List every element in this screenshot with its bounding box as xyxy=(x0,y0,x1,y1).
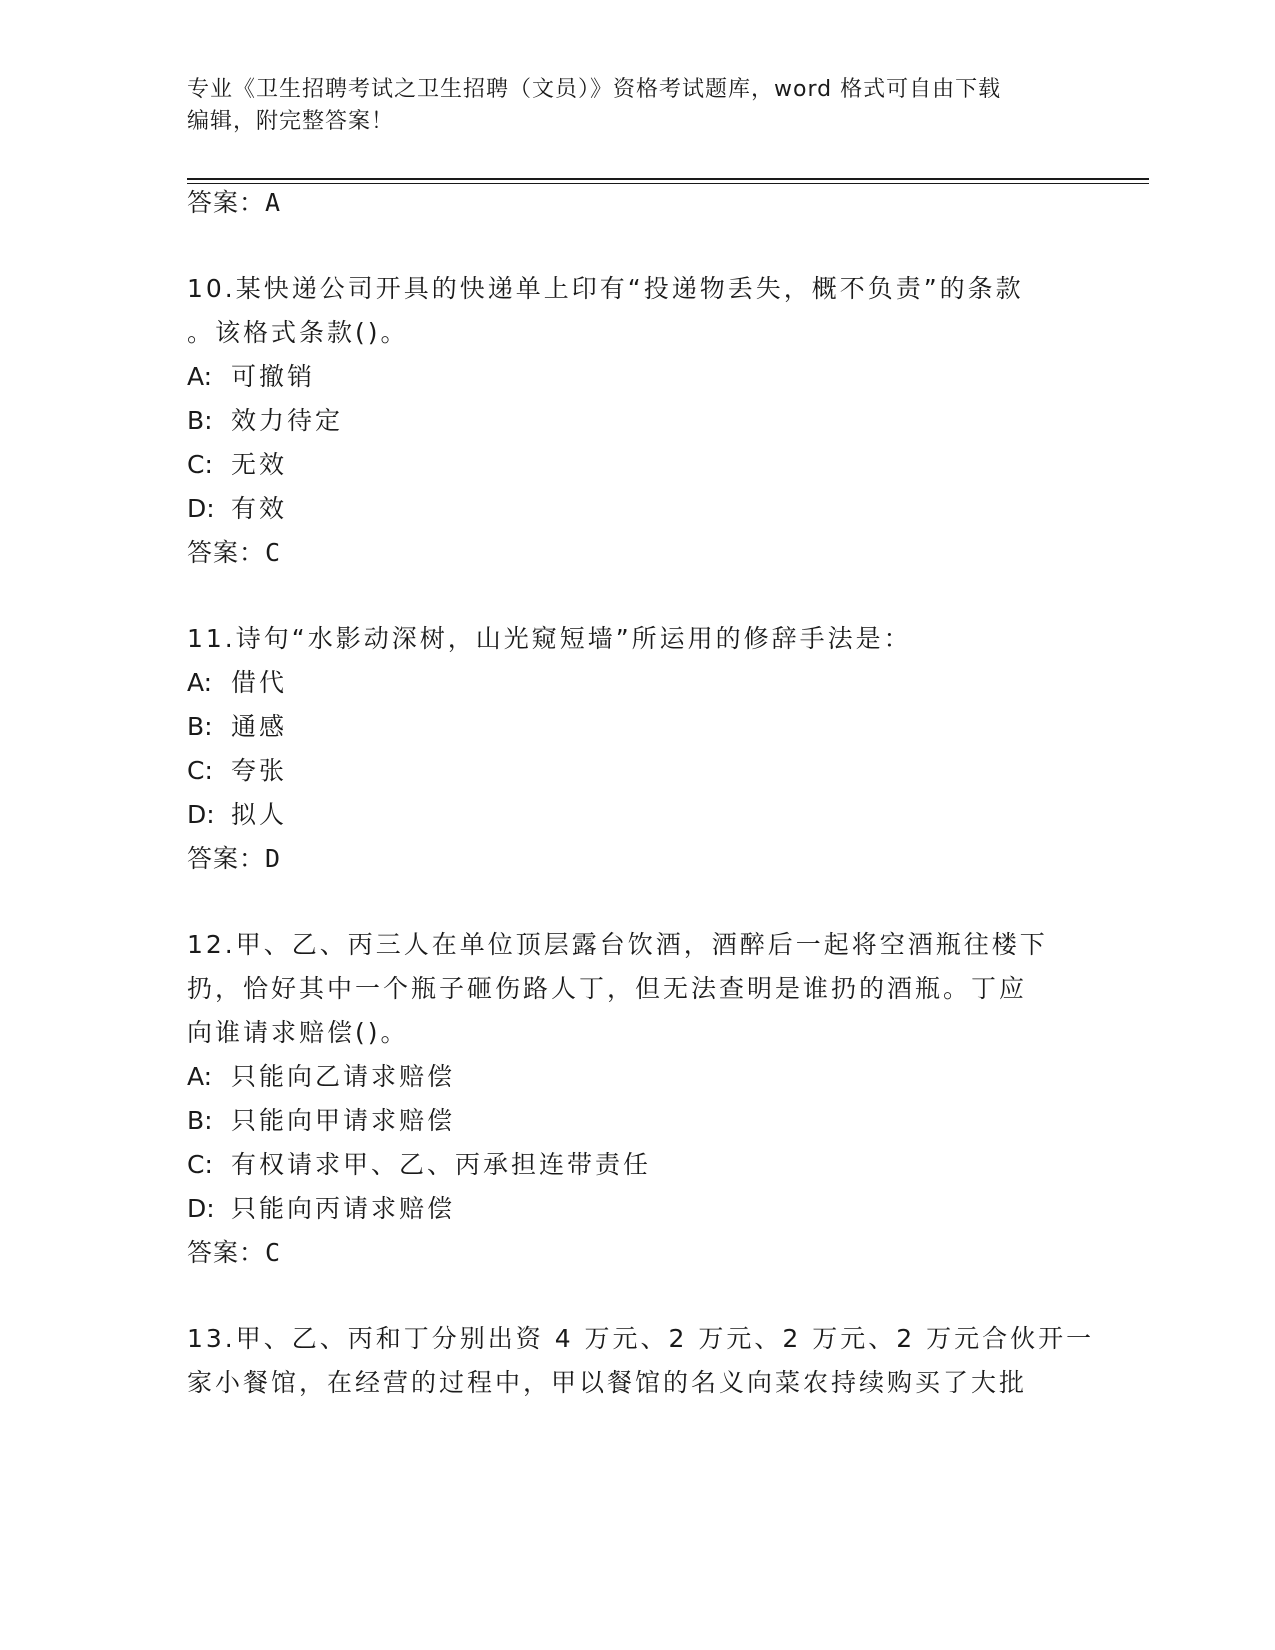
question-10-answer xyxy=(187,536,281,570)
option-text: 只能向乙请求赔偿 xyxy=(231,1062,456,1091)
option-key: D: xyxy=(187,800,215,829)
answer-value: C xyxy=(265,1238,282,1267)
question-10-option-c xyxy=(187,448,287,482)
option-key: A: xyxy=(187,1062,213,1091)
document-header xyxy=(187,74,1067,138)
answer-value: D xyxy=(265,844,282,873)
question-13-line-1: 13.甲、乙、丙和丁分别出资 4 万元、2 万元、2 万元、2 万元合伙开一 xyxy=(187,1324,1095,1353)
answer-label: 答案： xyxy=(187,538,266,567)
option-key: D: xyxy=(187,494,215,523)
answer-label: 答案： xyxy=(187,844,266,873)
option-key: C: xyxy=(187,450,213,479)
option-key: B: xyxy=(187,712,213,741)
option-text: 有效 xyxy=(231,494,288,523)
question-10-option-a xyxy=(187,360,315,394)
question-12-answer xyxy=(187,1236,281,1270)
header-divider-thick xyxy=(187,178,1149,180)
question-11-option-d xyxy=(187,798,287,832)
option-text: 效力待定 xyxy=(231,406,344,435)
question-12-option-b xyxy=(187,1104,455,1138)
option-text: 无效 xyxy=(231,450,288,479)
option-text: 借代 xyxy=(231,668,288,697)
question-11-option-a xyxy=(187,666,287,700)
option-text: 可撤销 xyxy=(231,362,316,391)
option-text: 拟人 xyxy=(231,800,288,829)
option-key: A: xyxy=(187,668,213,697)
option-key: C: xyxy=(187,1150,213,1179)
option-key: B: xyxy=(187,406,213,435)
question-12-option-d xyxy=(187,1192,455,1226)
question-10-line-1: 10.某快递公司开具的快递单上印有“投递物丢失，概不负责”的条款 xyxy=(187,274,1024,303)
question-11-option-b xyxy=(187,710,287,744)
question-11-answer xyxy=(187,842,281,876)
question-10-line-2: 。该格式条款()。 xyxy=(187,318,409,347)
question-10-option-d xyxy=(187,492,287,526)
question-12-option-a xyxy=(187,1060,455,1094)
option-text: 只能向甲请求赔偿 xyxy=(231,1106,456,1135)
answer-line xyxy=(187,186,281,220)
header-line-2: 编辑，附完整答案！ xyxy=(187,109,395,134)
question-11-line-1: 11.诗句“水影动深树，山光窥短墙”所运用的修辞手法是： xyxy=(187,624,912,653)
option-text: 有权请求甲、乙、丙承担连带责任 xyxy=(231,1150,652,1179)
question-12-option-c xyxy=(187,1148,651,1182)
header-line-1: 专业《卫生招聘考试之卫生招聘（文员）》资格考试题库，word 格式可自由下载 xyxy=(187,77,1002,102)
option-key: B: xyxy=(187,1106,213,1135)
option-text: 只能向丙请求赔偿 xyxy=(231,1194,456,1223)
question-11-option-c xyxy=(187,754,287,788)
option-text: 夸张 xyxy=(231,756,288,785)
option-text: 通感 xyxy=(231,712,288,741)
answer-value: A xyxy=(265,188,282,217)
question-13-line-2: 家小餐馆，在经营的过程中，甲以餐馆的名义向菜农持续购买了大批 xyxy=(187,1368,1028,1397)
option-key: C: xyxy=(187,756,213,785)
answer-value: C xyxy=(265,538,282,567)
option-key: A: xyxy=(187,362,213,391)
question-12-line-1: 12.甲、乙、丙三人在单位顶层露台饮酒，酒醉后一起将空酒瓶往楼下 xyxy=(187,930,1048,959)
question-12-line-3: 向谁请求赔偿()。 xyxy=(187,1018,409,1047)
answer-label: 答案： xyxy=(187,188,266,217)
question-12-line-2: 扔，恰好其中一个瓶子砸伤路人丁，但无法查明是谁扔的酒瓶。丁应 xyxy=(187,974,1028,1003)
question-10-option-b xyxy=(187,404,343,438)
header-divider-thin xyxy=(187,183,1149,184)
answer-label: 答案： xyxy=(187,1238,266,1267)
option-key: D: xyxy=(187,1194,215,1223)
